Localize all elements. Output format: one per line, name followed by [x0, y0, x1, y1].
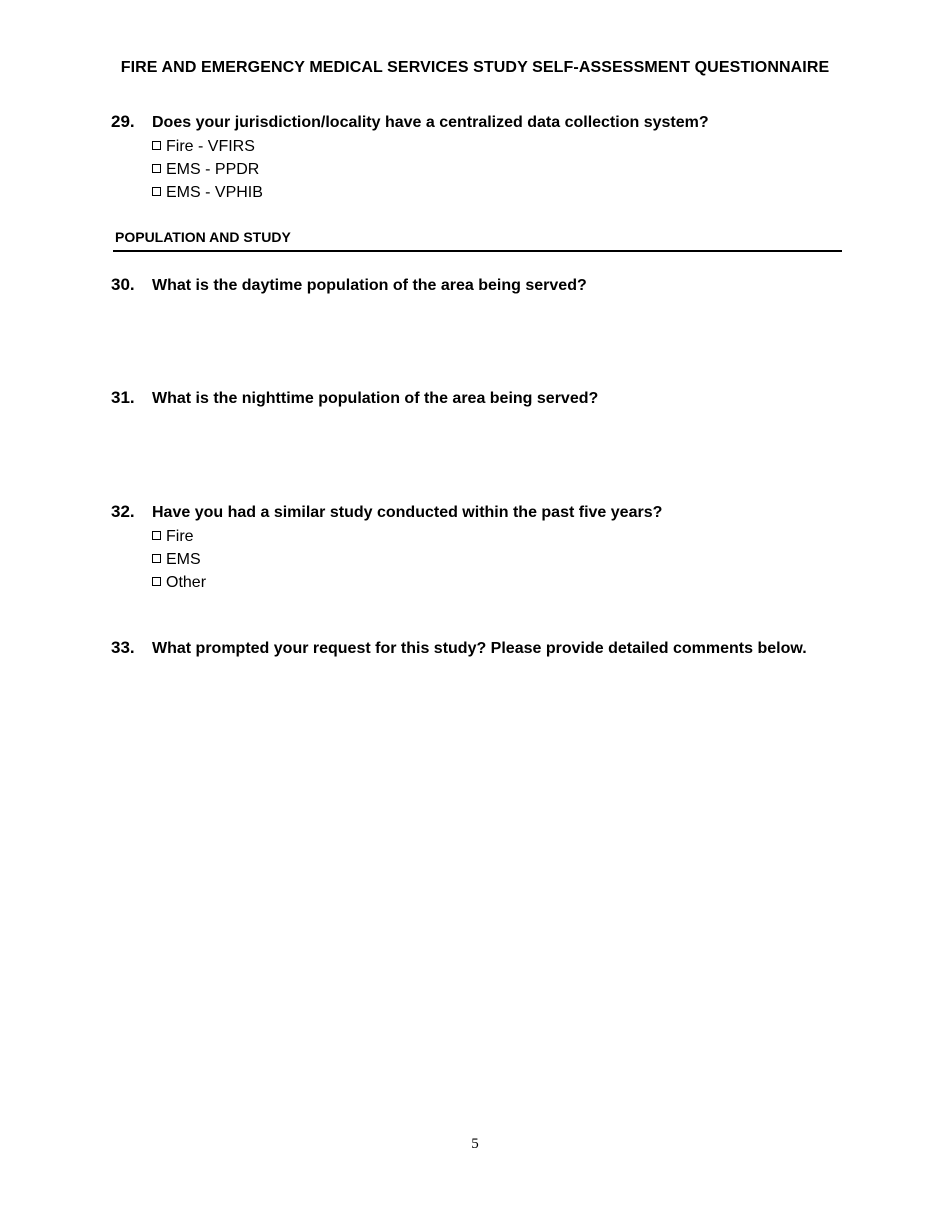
question-29 [111, 112, 871, 204]
checkbox-icon[interactable] [152, 187, 161, 196]
option-ems[interactable]: EMS [152, 548, 871, 571]
section-header-population-and-study [113, 228, 842, 252]
checkbox-icon[interactable] [152, 577, 161, 586]
page-title [0, 59, 950, 77]
question-32 [111, 502, 871, 594]
checkbox-icon[interactable] [152, 164, 161, 173]
checkbox-icon[interactable] [152, 554, 161, 563]
question-33 [111, 638, 871, 658]
question-text: Have you had a similar study conducted within the past five years? [152, 504, 663, 521]
question-number: 31. [111, 388, 135, 407]
question-31 [111, 388, 871, 408]
question-number: 30. [111, 275, 135, 294]
question-text: Does your jurisdiction/locality have a centralized data collection system? [152, 114, 709, 131]
question-number: 33. [111, 638, 135, 657]
question-number: 29. [111, 112, 135, 131]
option-fire[interactable]: Fire [152, 525, 871, 548]
checkbox-icon[interactable] [152, 141, 161, 150]
checkbox-icon[interactable] [152, 531, 161, 540]
option-ems-ppdr[interactable]: EMS - PPDR [152, 158, 871, 181]
option-other[interactable]: Other [152, 571, 871, 594]
question-30 [111, 275, 871, 295]
option-list [152, 525, 871, 594]
page-title-text: FIRE AND EMERGENCY MEDICAL SERVICES STUDY SELF-ASSESSMENT QUESTIONNAIRE [120, 59, 830, 76]
question-text: What prompted your request for this study? Please provide detailed comments below. [152, 640, 807, 657]
question-text: What is the daytime population of the area being served? [152, 277, 587, 294]
section-title: POPULATION AND STUDY [115, 229, 291, 245]
question-number: 32. [111, 502, 135, 521]
question-text: What is the nighttime population of the area being served? [152, 390, 599, 407]
option-fire-vfirs[interactable]: Fire - VFIRS [152, 135, 871, 158]
page-number: 5 [471, 1136, 479, 1152]
option-ems-vphib[interactable]: EMS - VPHIB [152, 181, 871, 204]
option-list [152, 135, 871, 204]
